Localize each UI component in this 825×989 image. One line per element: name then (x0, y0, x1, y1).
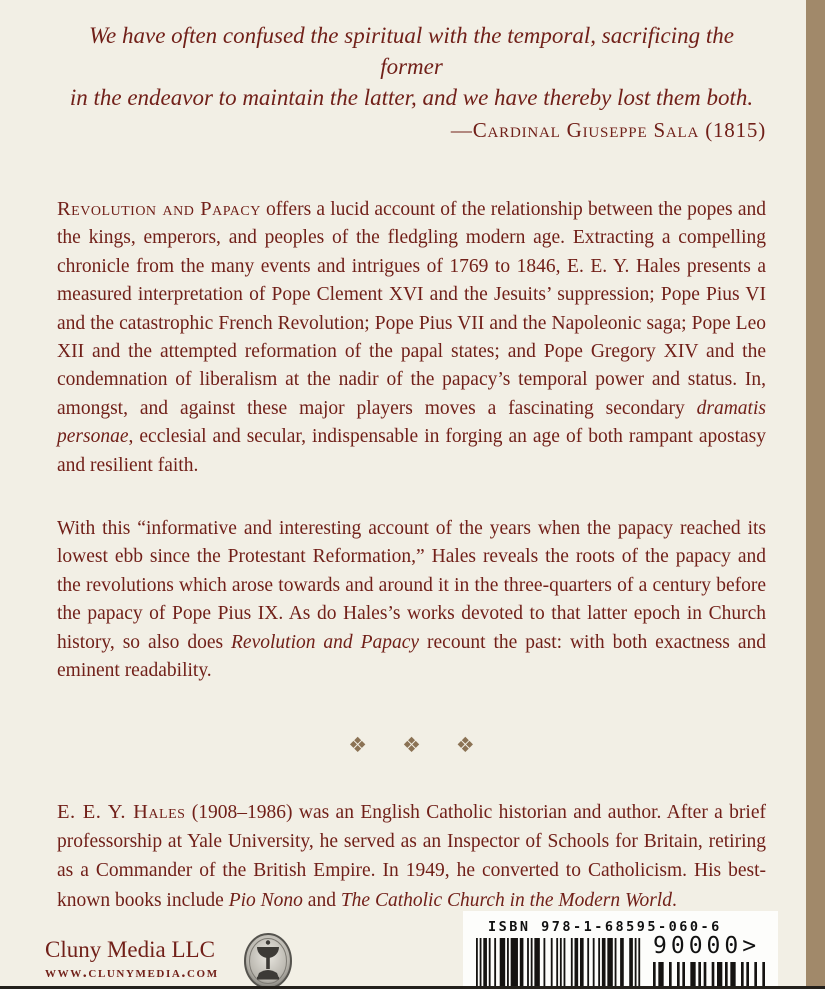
page-edge-strip (806, 0, 825, 989)
text-segment: The Catholic Church in the Modern World (340, 889, 672, 911)
text-segment: . (671, 889, 677, 911)
price-addon-barcode (653, 962, 765, 989)
publisher-block (45, 938, 219, 982)
text-segment: E. E. Y. Hales (57, 800, 186, 823)
publisher-chalice-logo-icon (243, 933, 293, 989)
fleuron-ornament-icon: ❖ (348, 732, 368, 757)
text-segment: (1908–1986) was an English Catholic historian and author. After a brief professorship at Yale University, he served as an Inspector of Schools for Britain, retiring as a Commander of the British Empire. In 1949, he converted to Catholicism. His best-known books include (57, 801, 766, 911)
text-segment: Pio Nono (228, 889, 303, 911)
publisher-website: www.clunymedia.com (45, 964, 219, 981)
text-segment: recount the past: with both exactness and eminent readability. (57, 631, 766, 682)
text-segment: dramatis personae (57, 397, 766, 448)
ean13-barcode (476, 938, 642, 989)
section-divider (57, 733, 766, 757)
barcode-price-code: 90000> (653, 933, 761, 959)
text-segment: offers a lucid account of the relationship between the popes and the kings, emperors, and peoples of the fledgling modern age. Extracting a compelling chronicle from the many events and intrigues of 1769 to 1846, E. E. Y. Hales presents a measured interpretation of Pope Clement XVI and the Jesuits’ suppression; Pope Pius VI and the catastrophic French Revolution; Pope Pius VII and the Napoleonic saga; Pope Leo XII and the attempted reformation of the papal states; and Pope Gregory XIV and the condemnation of liberalism at the nadir of the papacy’s temporal power and status. In, amongst, and against these major players moves a fascinating secondary (57, 199, 766, 419)
text-segment: and (302, 889, 341, 911)
cover-text-column (57, 0, 766, 915)
text-segment: With this “informative and interesting account of the years when the papacy reached its lowest ebb since the Protestant Reformation,” Hales reveals the roots of the papacy and the revolutions which arose towards and around it in the three-quarters of a century before the papacy of Pope Pius IX. As do Hales’s works devoted to that latter epoch in Church history, so also does (57, 518, 766, 653)
isbn-label: ISBN 978-1-68595-060-6 (488, 919, 722, 935)
fleuron-ornament-icon: ❖ (402, 732, 421, 757)
publisher-name: Cluny Media LLC (45, 937, 215, 962)
author-bio (57, 798, 766, 916)
text-segment: Revolution and Papacy (231, 631, 420, 653)
fleuron-ornament-icon: ❖ (455, 732, 475, 757)
text-segment: , ecclesial and secular, indispensable in forging an age of both rampant apostasy and resilient faith. (57, 426, 766, 476)
epigraph-quote-line-1: We have often confused the spiritual with the temporal, sacrificing the former (89, 23, 734, 79)
isbn-barcode-panel (463, 911, 778, 989)
synopsis-paragraph-1 (57, 195, 766, 480)
synopsis-paragraph-2 (57, 515, 766, 685)
epigraph-quote-line-2: in the endeavor to maintain the latter, and we have thereby lost them both. (69, 85, 754, 110)
text-segment: Revolution and Papacy (57, 198, 261, 220)
epigraph-attribution: —Cardinal Giuseppe Sala (1815) (450, 118, 766, 142)
epigraph (57, 20, 766, 143)
